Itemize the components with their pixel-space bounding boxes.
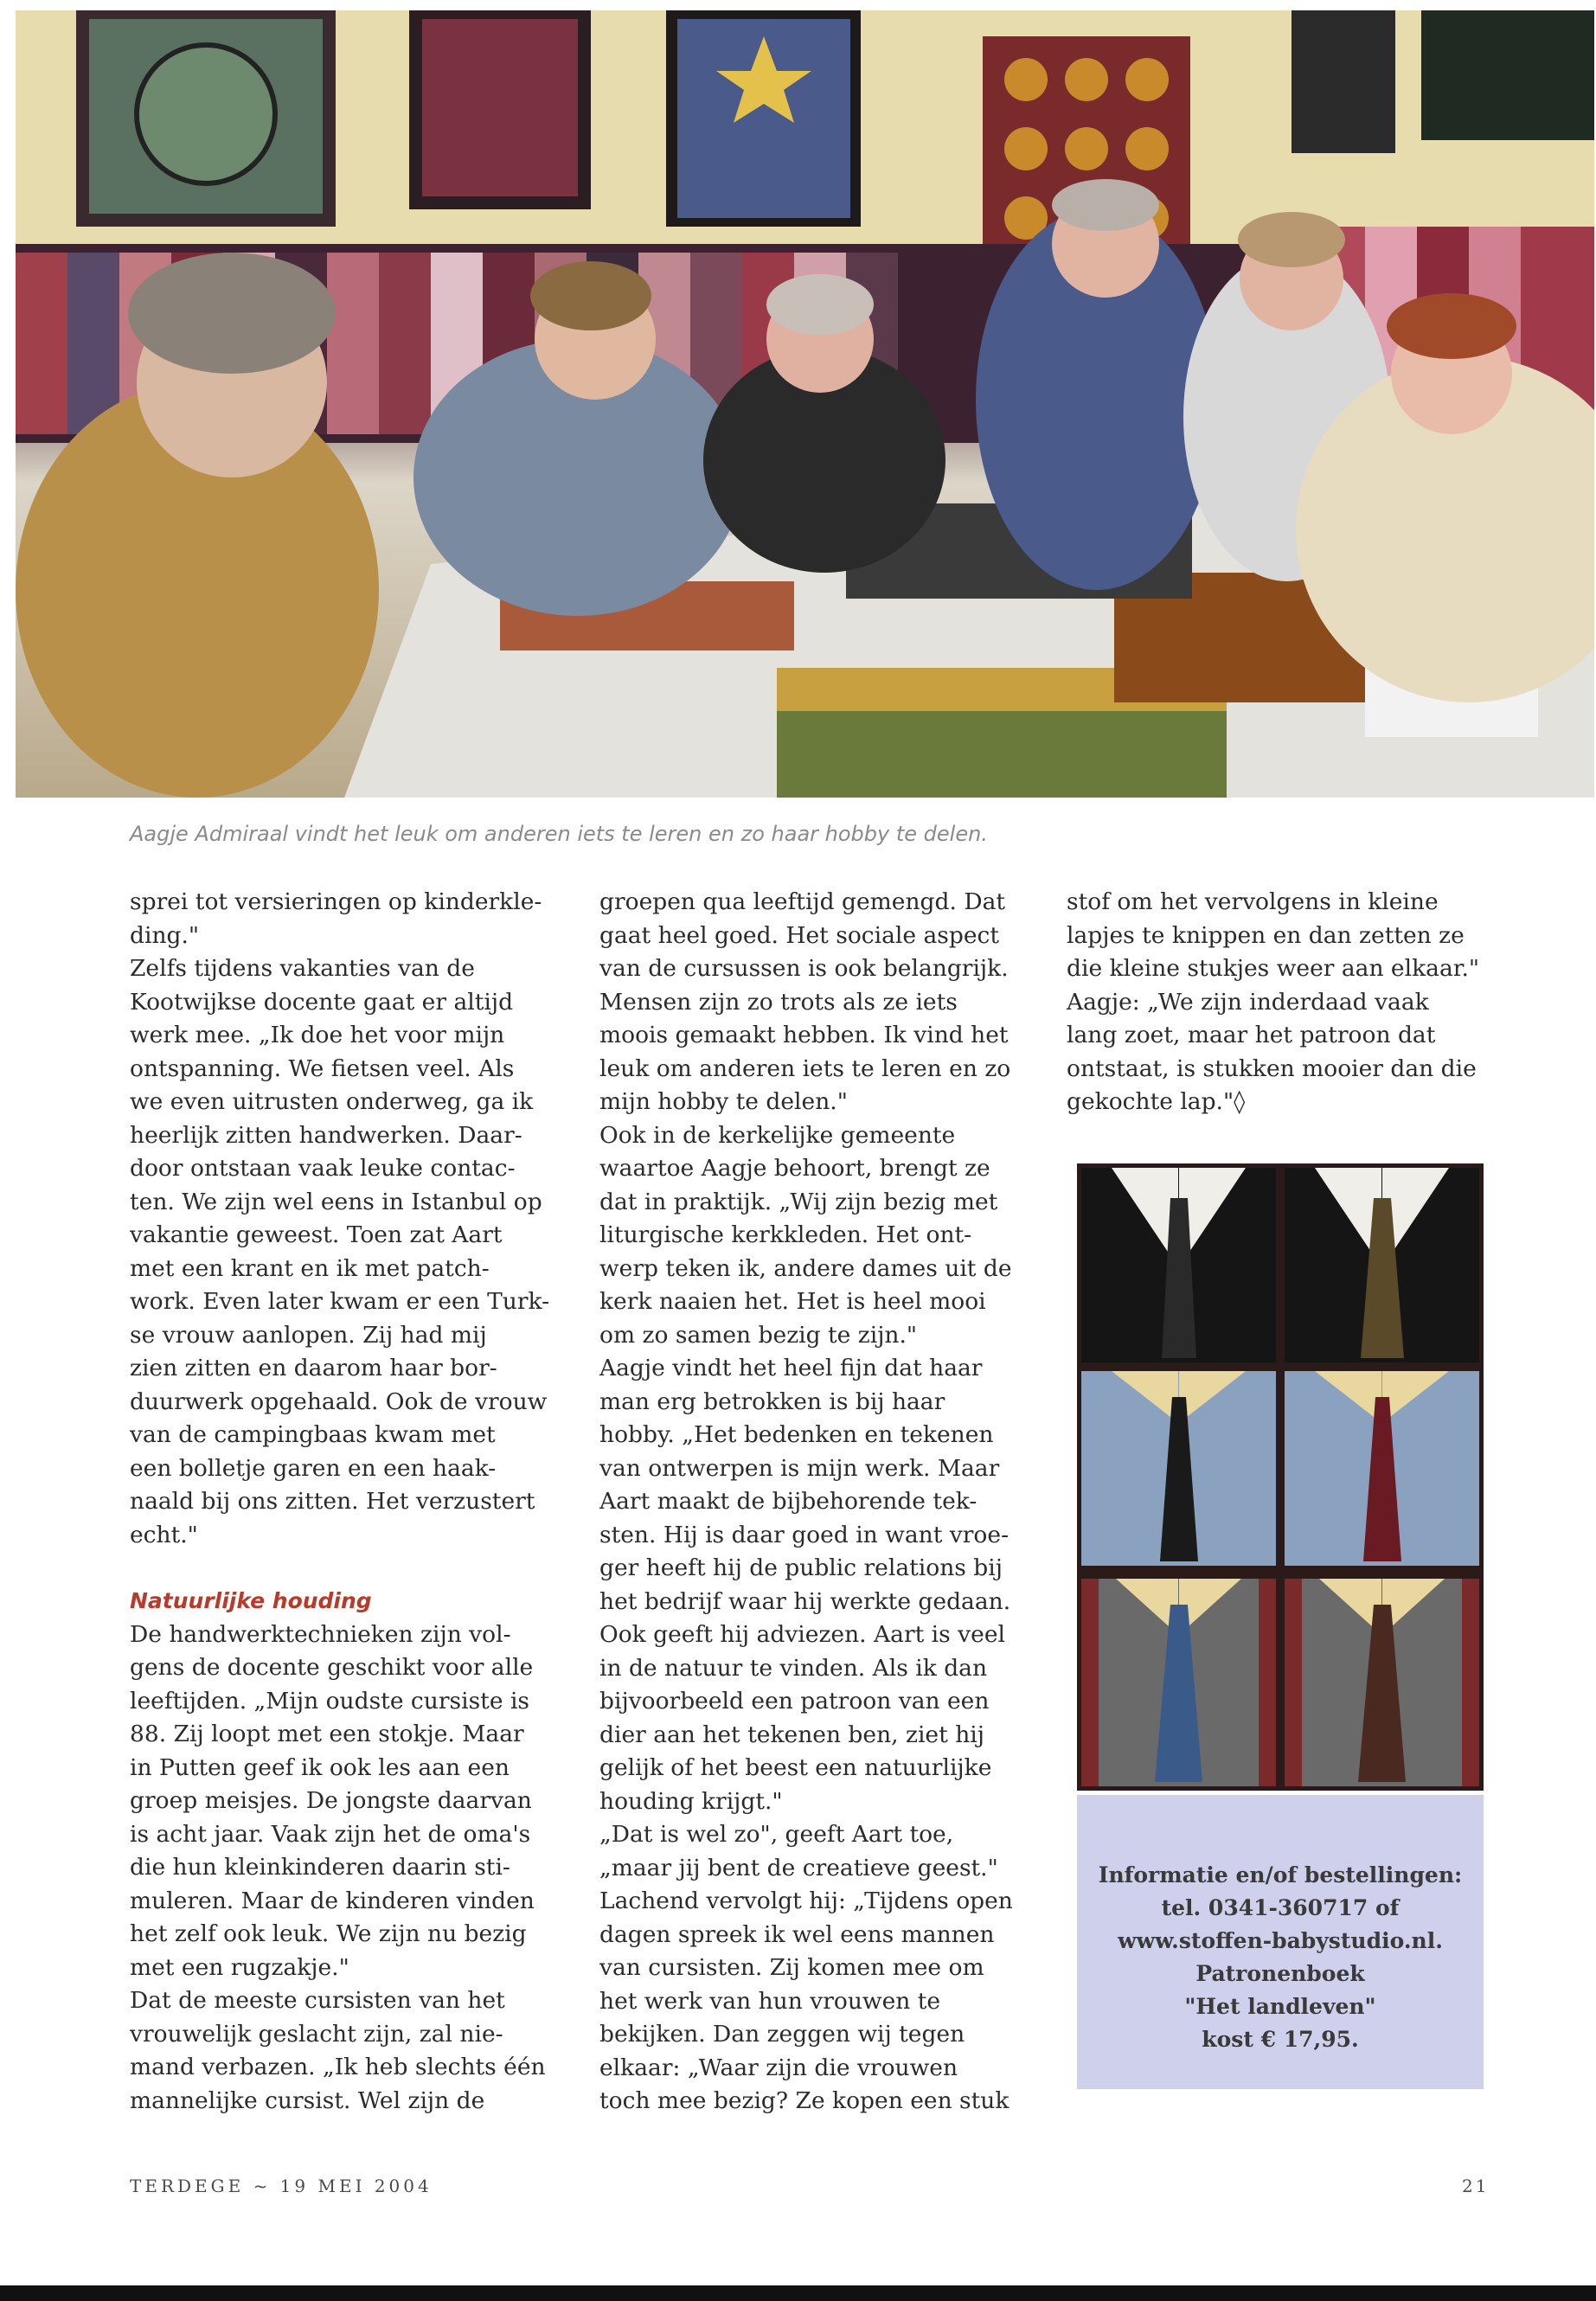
text-line: is acht jaar. Vaak zijn het de oma's — [130, 1820, 531, 1848]
text-line: bijvoorbeeld een patroon van een — [599, 1688, 990, 1715]
text-line: het zelf ook leuk. We zijn nu bezig — [130, 1920, 527, 1947]
text-line: Ook geeft hij adviezen. Aart is veel — [599, 1621, 1005, 1648]
text-line: elkaar: „Waar zijn die vrouwen — [599, 2054, 958, 2081]
text-line: met een rugzakje." — [130, 1953, 349, 1981]
text-line: moois gemaakt hebben. Ik vind het — [599, 1022, 1009, 1048]
text-line: stof om het vervolgens in kleine — [1067, 888, 1439, 915]
text-line: sprei tot versieringen op kinderkle- — [130, 888, 542, 915]
text-line: liturgische kerkkleden. Het ont- — [599, 1221, 972, 1248]
text-line: lang zoet, maar het patroon dat — [1067, 1022, 1436, 1048]
text-line: duurwerk opgehaald. Ook de vrouw — [130, 1388, 548, 1415]
text-line: we even uitrusten onderweg, ga ik — [130, 1088, 534, 1115]
info-line: tel. 0341-360717 of — [1161, 1895, 1400, 1920]
text-line: sten. Hij is daar goed in want vroe- — [599, 1521, 1010, 1548]
text-line: Mensen zijn zo trots als ze iets — [599, 988, 958, 1016]
text-line: vakantie geweest. Toen zat Aart — [130, 1221, 503, 1248]
text-line: door ontstaan vaak leuke contac- — [130, 1155, 516, 1182]
text-line: gaat heel goed. Het sociale aspect — [599, 921, 1000, 949]
info-line: www.stoffen-babystudio.nl. — [1118, 1928, 1443, 1953]
text-line: zien zitten en daarom haar bor- — [130, 1355, 497, 1381]
text-line: houding krijgt." — [599, 1787, 783, 1815]
text-line: om zo samen bezig te zijn." — [599, 1321, 918, 1349]
text-line: ontstaat, is stukken mooier dan die — [1067, 1054, 1477, 1082]
text-line: leeftijden. „Mijn oudste cursiste is — [130, 1687, 530, 1715]
text-line: work. Even later kwam er een Turk- — [130, 1288, 550, 1315]
column-3 — [1067, 886, 1495, 1119]
text-line: het werk van hun vrouwen te — [599, 1987, 941, 2015]
text-line: dier aan het tekenen ben, ziet hij — [599, 1721, 984, 1748]
text-line: die hun kleinkinderen daarin sti- — [130, 1854, 510, 1881]
order-info-box — [1077, 1795, 1484, 2089]
photo-caption: Aagje Admiraal vindt het leuk om anderen iets te leren en zo haar hobby te delen. — [130, 822, 988, 846]
info-line: "Het landleven" — [1184, 1994, 1376, 2019]
text-line: Aagje: „We zijn inderdaad vaak — [1067, 988, 1429, 1016]
text-line: die kleine stukjes weer aan elkaar." — [1067, 955, 1480, 982]
text-line: mand verbazen. „Ik heb slechts één — [130, 2054, 546, 2080]
footer-publication: TERDEGE ~ 19 MEI 2004 — [130, 2176, 433, 2196]
text-line: in Putten geef ik ook les aan een — [130, 1753, 510, 1781]
text-line: groepen qua leeftijd gemengd. Dat — [599, 888, 1006, 915]
text-line: gekochte lap."◊ — [1067, 1088, 1246, 1115]
text-line: het bedrijf waar hij werkte gedaan. — [599, 1587, 1011, 1615]
section-subheading: Natuurlijke houding — [130, 1588, 372, 1613]
text-line: naald bij ons zitten. Het verzustert — [130, 1488, 535, 1515]
text-line: een bolletje garen en een haak- — [130, 1454, 497, 1482]
text-line: Ook in de kerkelijke gemeente — [599, 1121, 956, 1149]
text-line: waartoe Aagje behoort, brengt ze — [599, 1155, 990, 1182]
text-line: van de cursussen is ook belangrijk. — [599, 955, 1009, 982]
text-line: werp teken ik, andere dames uit de — [599, 1254, 1012, 1282]
page-number: 21 — [1462, 2176, 1490, 2196]
shirt-quilt-illustration — [1077, 1163, 1484, 1791]
quilting-class-illustration — [16, 10, 1594, 798]
info-line: kost € 17,95. — [1202, 2027, 1359, 2052]
text-line: van cursisten. Zij komen mee om — [599, 1954, 984, 1981]
shirt-quilt-photo — [1077, 1163, 1484, 1791]
text-line: gens de docente geschikt voor alle — [130, 1654, 534, 1681]
text-line: se vrouw aanlopen. Zij had mij — [130, 1321, 487, 1349]
text-line: gelijk of het beest een natuurlijke — [599, 1754, 992, 1781]
text-line: „maar jij bent de creatieve geest." — [599, 1854, 998, 1881]
text-line: dat in praktijk. „Wij zijn bezig met — [599, 1188, 998, 1215]
text-line: ten. We zijn wel eens in Istanbul op — [130, 1188, 542, 1215]
text-line: echt." — [130, 1521, 198, 1548]
text-line: dagen spreek ik wel eens mannen — [599, 1920, 995, 1948]
text-line: Lachend vervolgt hij: „Tijdens open — [599, 1888, 1013, 1914]
text-line: leuk om anderen iets te leren en zo — [599, 1054, 1011, 1082]
column-1 — [130, 886, 558, 2118]
text-line: Zelfs tijdens vakanties van de — [130, 955, 475, 982]
info-line: Informatie en/of bestellingen: — [1098, 1862, 1463, 1888]
text-line: van de campingbaas kwam met — [130, 1421, 496, 1448]
text-line: werk mee. „Ik doe het voor mijn — [130, 1022, 505, 1048]
text-line: man erg betrokken is bij haar — [599, 1388, 945, 1415]
text-line: groep meisjes. De jongste daarvan — [130, 1787, 532, 1814]
text-line: mannelijke cursist. Wel zijn de — [130, 2086, 485, 2114]
text-line: muleren. Maar de kinderen vinden — [130, 1887, 535, 1914]
info-line: Patronenboek — [1195, 1961, 1365, 1986]
text-line: bekijken. Dan zeggen wij tegen — [599, 2021, 965, 2048]
text-line: met een krant en ik met patch- — [130, 1254, 490, 1282]
text-line: 88. Zij loopt met een stokje. Maar — [130, 1721, 524, 1747]
text-line: „Dat is wel zo", geeft Aart toe, — [599, 1821, 954, 1848]
text-line: lapjes te knippen en dan zetten ze — [1067, 921, 1465, 949]
quilting-class-photo — [16, 10, 1594, 798]
text-line: Aart maakt de bijbehorende tek- — [599, 1488, 977, 1515]
text-line: van ontwerpen is mijn werk. Maar — [599, 1454, 1000, 1482]
text-line: Kootwijkse docente gaat er altijd — [130, 988, 514, 1016]
text-line: De handwerktechnieken zijn vol- — [130, 1620, 511, 1648]
text-line: toch mee bezig? Ze kopen een stuk — [599, 2087, 1010, 2114]
text-line: ontspanning. We fietsen veel. Als — [130, 1054, 515, 1082]
text-line: in de natuur te vinden. Als ik dan — [599, 1654, 988, 1682]
text-line: ger heeft hij de public relations bij — [599, 1554, 1003, 1581]
bottom-border — [0, 2285, 1596, 2301]
text-line: heerlijk zitten handwerken. Daar- — [130, 1121, 522, 1149]
text-line: mijn hobby te delen." — [599, 1088, 848, 1115]
text-line: vrouwelijk geslacht zijn, zal nie- — [130, 2020, 503, 2048]
column-2 — [599, 886, 1028, 2118]
text-line: kerk naaien het. Het is heel mooi — [599, 1288, 986, 1315]
text-line: ding." — [130, 921, 200, 949]
text-line: hobby. „Het bedenken en tekenen — [599, 1421, 994, 1448]
text-line: Aagje vindt het heel fijn dat haar — [599, 1355, 983, 1381]
text-line: Dat de meeste cursisten van het — [130, 1987, 505, 2014]
